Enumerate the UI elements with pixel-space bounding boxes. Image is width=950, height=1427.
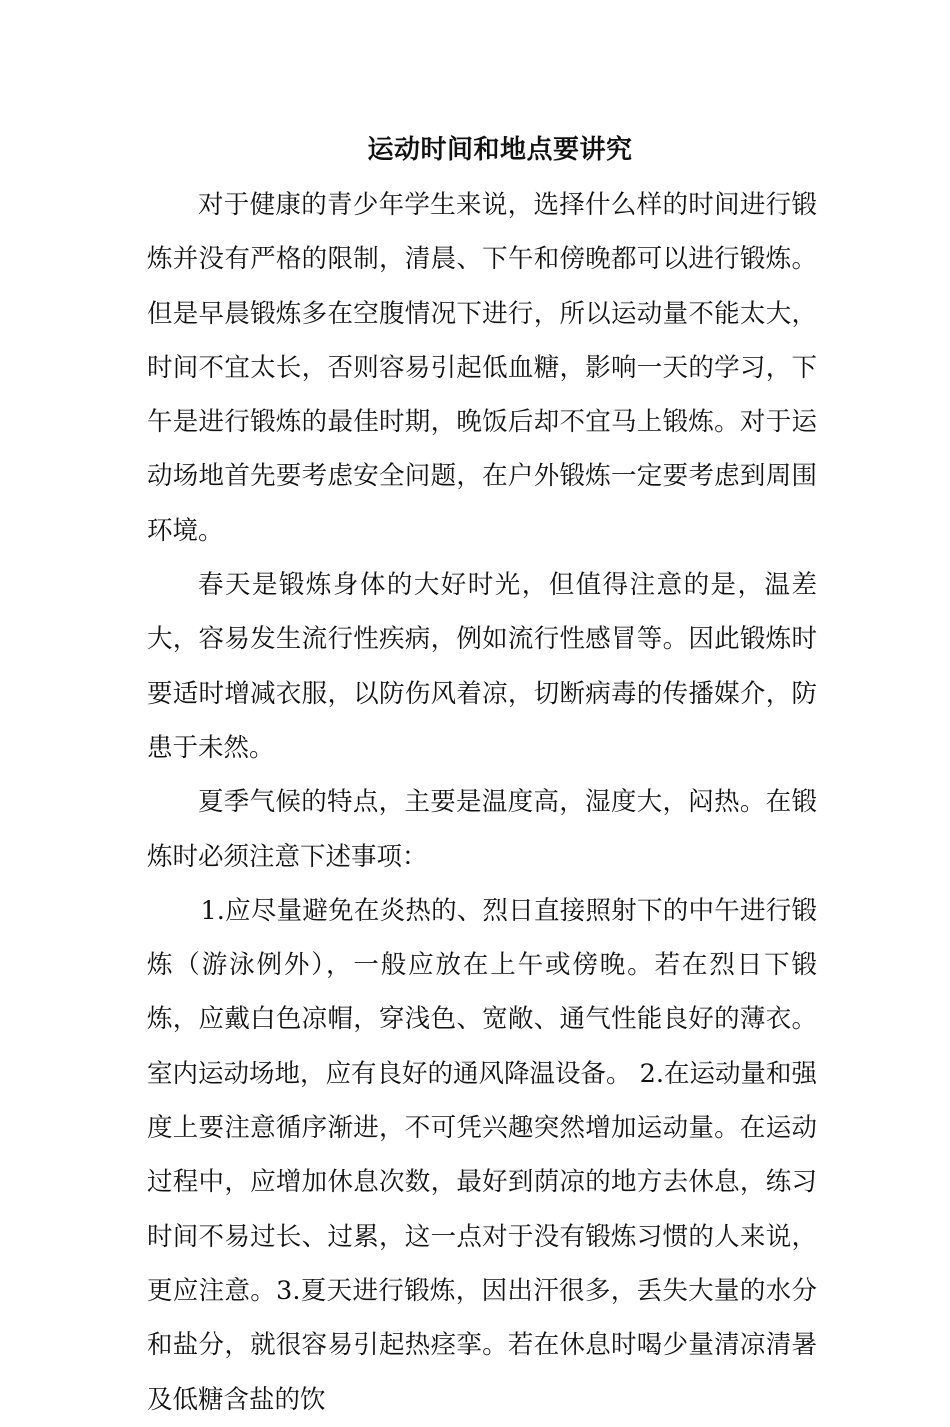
paragraph-exercise-timing: 对于健康的青少年学生来说，选择什么样的时间进行锻炼并没有严格的限制，清晨、下午和傍晚都可以进行锻炼。但是早晨锻炼多在空腹情况下进行，所以运动量不能太大，时间不宜太长，否则容易引起低血糖，影响一天的学习，下午是进行锻炼的最佳时期，晚饭后却不宜马上锻炼。对于运动场地首先要考虑安全问题，在户外锻炼一定要考虑到周围环境。: [147, 190, 817, 546]
document-title: 运动时间和地点要讲究: [367, 135, 633, 165]
document-body: [147, 178, 817, 1427]
paragraph-summer-intro: 夏季气候的特点，主要是温度高，湿度大，闷热。在锻炼时必须注意下述事项：: [147, 787, 817, 872]
paragraph-summer-items: 1.应尽量避免在炎热的、烈日直接照射下的中午进行锻炼（游泳例外），一般应放在上午或傍晚。若在烈日下锻炼，应戴白色凉帽，穿浅色、宽敞、通气性能良好的薄衣。室内运动场地，应有良好的通风降温设备。 2.在运动量和强度上要注意循序渐进，不可凭兴趣突然增加运动量。在运动过程中，应增加休息次数，最好到荫凉的地方去休息，练习时间不易过长、过累，这一点对于没有锻炼习惯的人来说，更应注意。3.夏天进行锻炼，因出汗很多，丢失大量的水分和盐分，就很容易引起热痉挛。若在休息时喝少量清凉清暑及低糖含盐的饮: [147, 895, 817, 1415]
paragraph-spring: 春天是锻炼身体的大好时光，但值得注意的是，温差大，容易发生流行性疾病，例如流行性感冒等。因此锻炼时要适时增减衣服，以防伤风着凉，切断病毒的传播媒介，防患于未然。: [147, 570, 817, 763]
